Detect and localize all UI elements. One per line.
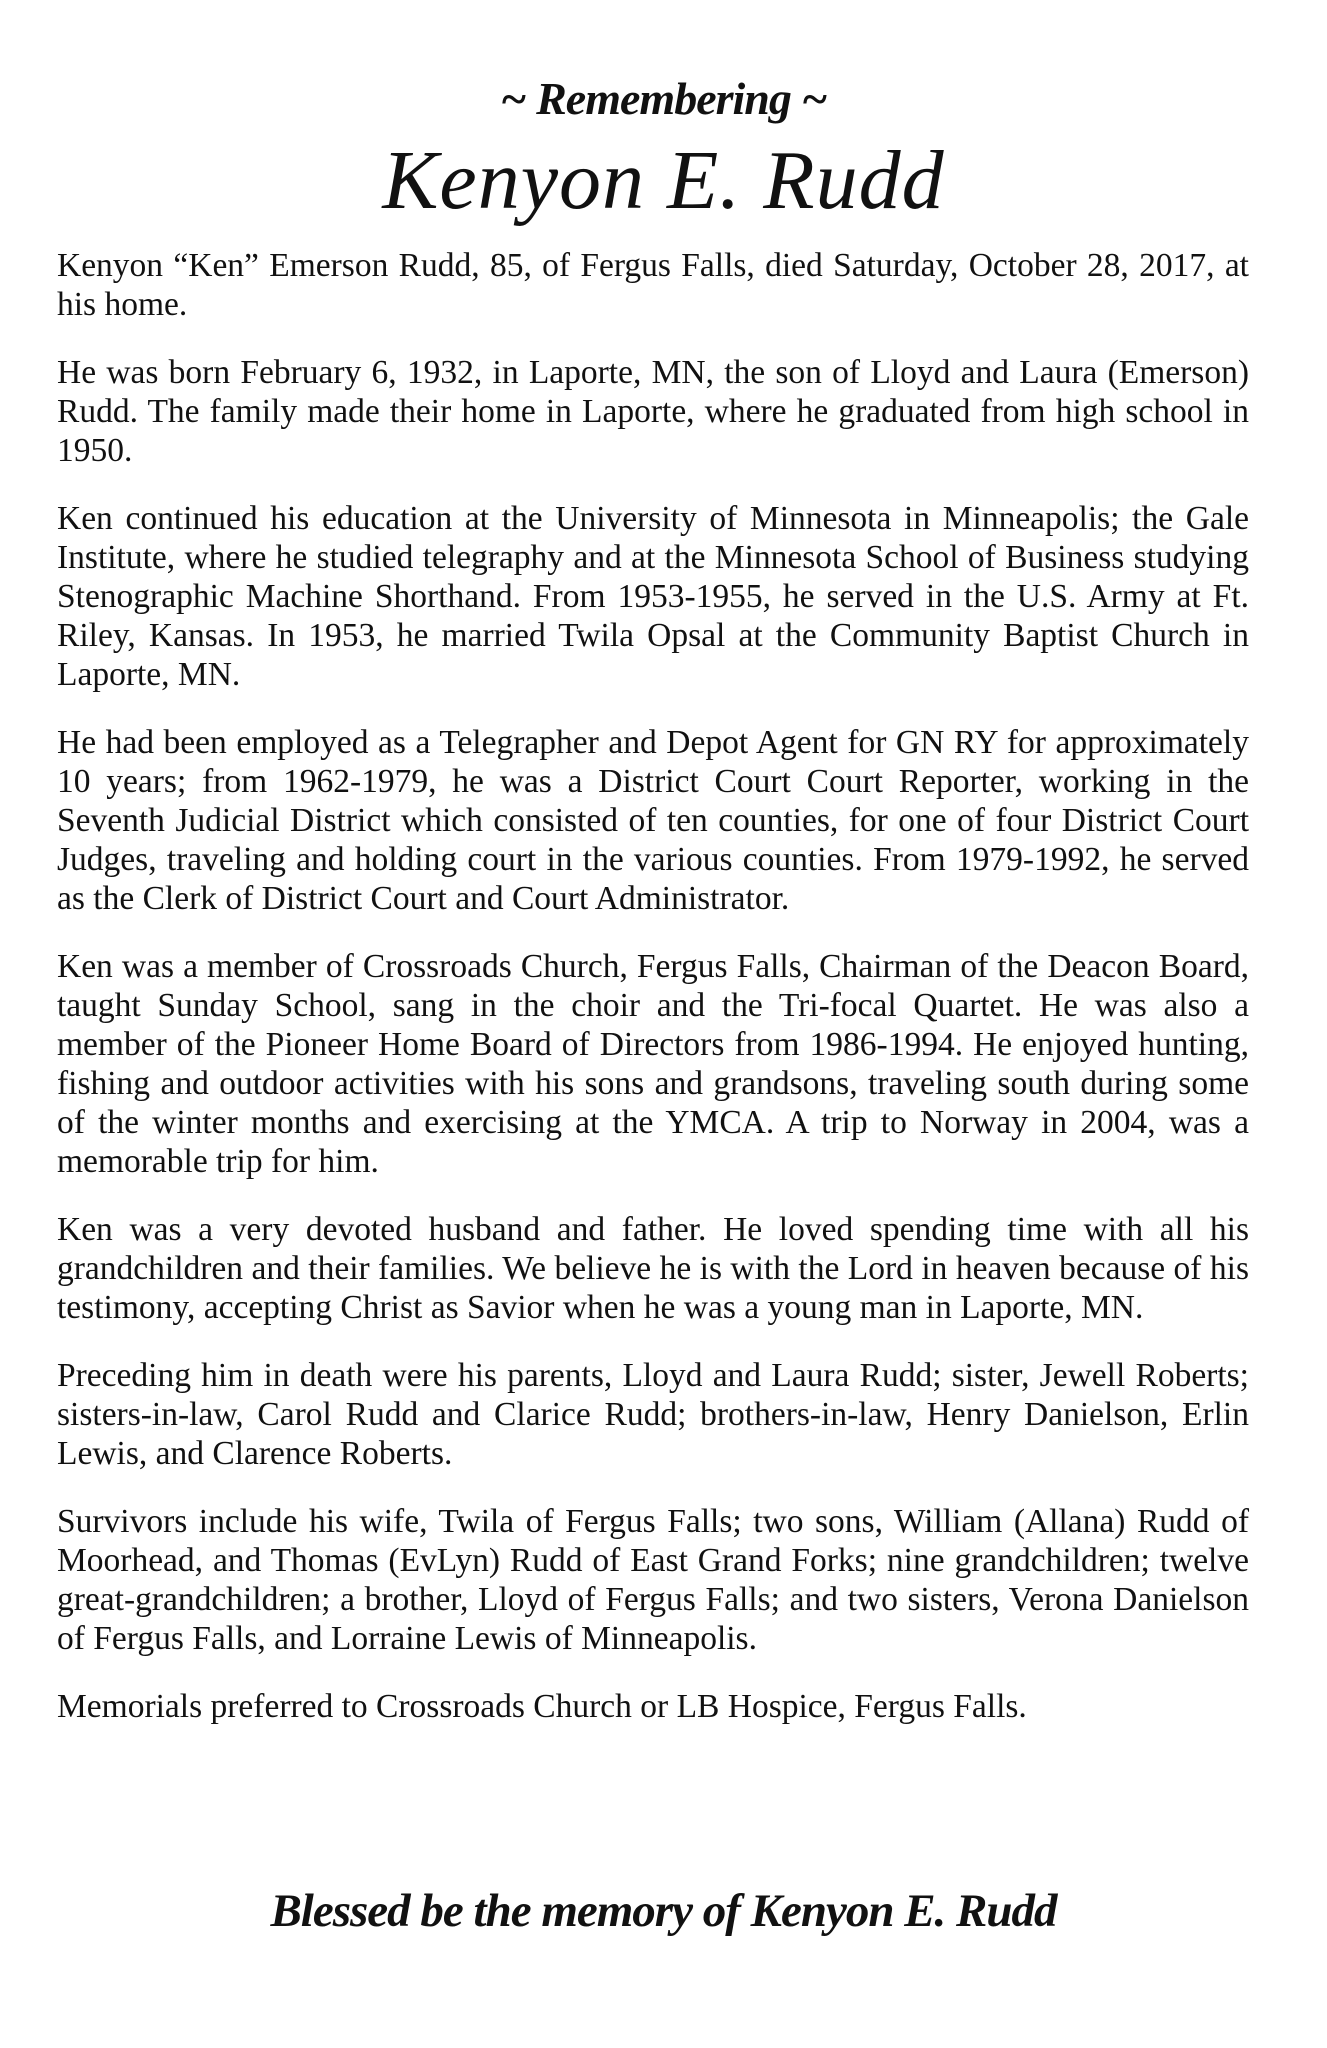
remembering-heading: ~ Remembering ~ [500,73,827,124]
paragraph-birth: He was born February 6, 1932, in Laporte, MN, the son of Lloyd and Laura (Emerson) Rudd. The family made their home in Laporte, where he graduated from high school in 1950. [57,354,1249,469]
paragraph-survivors: Survivors include his wife, Twila of Fergus Falls; two sons, William (Allana) Rudd of Moorhead, and Thomas (EvLyn) Rudd of East Grand Forks; nine grandchildren; twelve great-grandchildren; a brother, Lloyd of Fergus Falls; and two sisters, Verona Danielson of Fergus Falls, and Lorraine Lewis of Minneapolis. [57,1503,1249,1657]
paragraph-death-notice: Kenyon “Ken” Emerson Rudd, 85, of Fergus Falls, died Saturday, October 28, 2017, at his home. [57,247,1249,323]
paragraph-memorials: Memorials preferred to Crossroads Church or LB Hospice, Fergus Falls. [57,1688,1027,1725]
deceased-name-title: Kenyon E. Rudd [382,134,945,227]
paragraph-career: He had been employed as a Telegrapher and Depot Agent for GN RY for approximately 10 years; from 1962-1979, he was a District Court Court Reporter, working in the Seventh Judicial District which consisted of ten counties, for one of four District Court Judges, traveling and holding court in the various counties. From 1979-1992, he served as the Clerk of District Court and Court Administrator. [57,724,1249,917]
paragraph-preceded-in-death: Preceding him in death were his parents, Lloyd and Laura Rudd; sister, Jewell Roberts; sisters-in-law, Carol Rudd and Clarice Rudd; brothers-in-law, Henry Danielson, Erlin Lewis, and Clarence Roberts. [57,1357,1249,1472]
paragraph-family-faith: Ken was a very devoted husband and father. He loved spending time with all his grandchildren and their families. We believe he is with the Lord in heaven because of his testimony, accepting Christ as Savior when he was a young man in Laporte, MN. [57,1211,1249,1326]
obituary-body [57,246,1249,1755]
paragraph-church-activities: Ken was a member of Crossroads Church, Fergus Falls, Chairman of the Deacon Board, taught Sunday School, sang in the choir and the Tri-focal Quartet. He was also a member of the Pioneer Home Board of Directors from 1986-1994. He enjoyed hunting, fishing and outdoor activities with his sons and grandsons, traveling south during some of the winter months and exercising at the YMCA. A trip to Norway in 2004, was a memorable trip for him. [57,948,1249,1180]
paragraph-education-military: Ken continued his education at the University of Minnesota in Minneapolis; the Gale Institute, where he studied telegraphy and at the Minnesota School of Business studying Stenographic Machine Shorthand. From 1953-1955, he served in the U.S. Army at Ft. Riley, Kansas. In 1953, he married Twila Opsal at the Community Baptist Church in Laporte, MN. [57,500,1249,693]
closing-line: Blessed be the memory of Kenyon E. Rudd [270,1885,1057,1937]
